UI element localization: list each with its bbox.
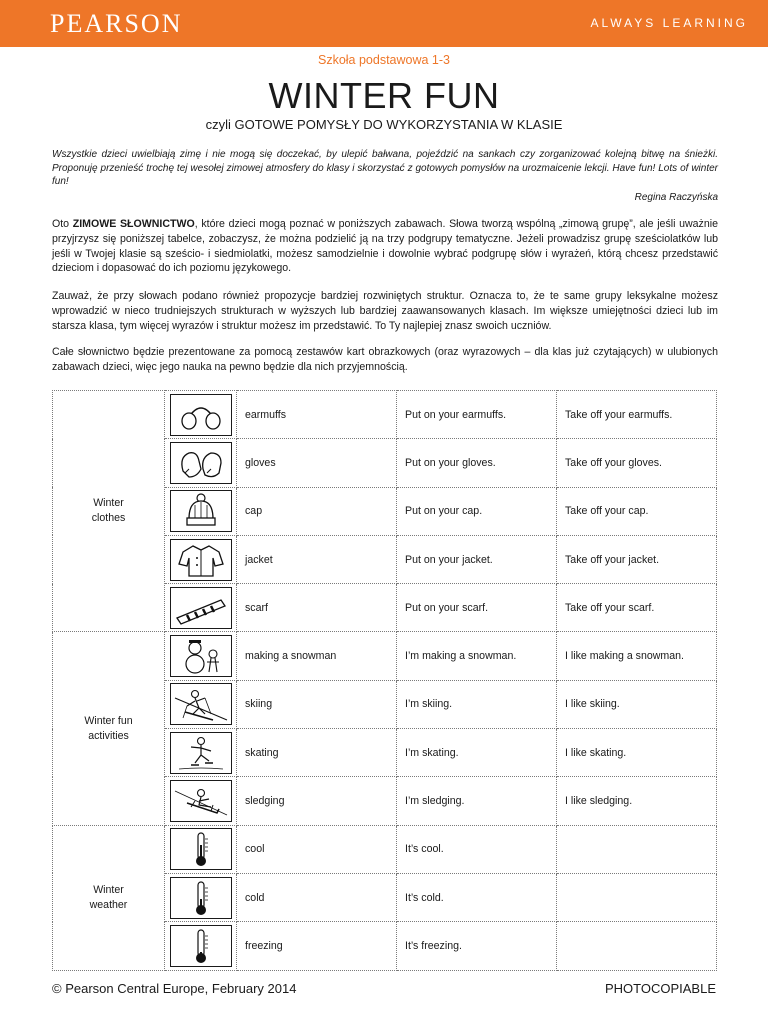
paragraph-vocabulary-start: Oto [52, 218, 73, 230]
phrase-cell: Put on your earmuffs. [397, 391, 557, 439]
table-row [53, 391, 717, 439]
category-cell [53, 632, 165, 825]
picture-cell [165, 729, 237, 777]
phrase-cell: It’s cold. [397, 873, 557, 921]
sledging-icon [170, 780, 232, 822]
jacket-icon [170, 539, 232, 581]
word-cell: earmuffs [237, 391, 397, 439]
paragraph-vocabulary-rest: , które dzieci mogą poznać w poniższych zabawach. Słowa tworzą wspólną „zimową grupę”, ale jeśli uważnie przyjrzysz się poniższej tabelce, zobaczysz, że można podzielić ją na trzy podgrupy tematyczne. Jeżeli prowadzisz grupę sześciolatków lub jeśli w Twojej klasie są sześcio- i siedmiolatki, możesz samodzielnie i dowolnie wybrać podgrupę słów i wyrażeń, którą chcesz przedstawić dzieciom i dopasować do ich poziomu językowego. [52, 218, 718, 275]
picture-cell [165, 922, 237, 970]
skiing-icon [170, 683, 232, 725]
footer-copyright: © Pearson Central Europe, February 2014 [52, 981, 297, 996]
gloves-icon [170, 442, 232, 484]
phrase-cell: Take off your earmuffs. [557, 391, 717, 439]
word-cell: freezing [237, 922, 397, 970]
picture-cell [165, 535, 237, 583]
phrase-cell [557, 922, 717, 970]
table-row [53, 632, 717, 680]
category-label: activities [88, 729, 129, 742]
category-label: Winter fun [84, 714, 133, 727]
picture-cell [165, 439, 237, 487]
phrase-cell: I like sledging. [557, 777, 717, 825]
picture-cell [165, 584, 237, 632]
paragraph-vocabulary [52, 217, 718, 276]
phrase-cell: I’m making a snowman. [397, 632, 557, 680]
vocabulary-table [52, 390, 717, 971]
category-label: Winter [93, 883, 124, 896]
phrase-cell: I like making a snowman. [557, 632, 717, 680]
word-cell: scarf [237, 584, 397, 632]
intro-text: Wszystkie dzieci uwielbiają zimę i nie mogą się doczekać, by ulepić bałwana, pojeździć na sankach czy zorganizować kolejną bitwę na śnieżki. Proponuję przenieść trochę tej wesołej zimowej atmosfery do klasy i skorzystać z gotowych pomysłów na urozmaicenie lekcji. Have fun! Lots of winter fun! [52, 149, 718, 187]
scarf-icon [170, 587, 232, 629]
phrase-cell: I’m sledging. [397, 777, 557, 825]
table-row [53, 825, 717, 873]
word-cell: gloves [237, 439, 397, 487]
picture-cell [165, 825, 237, 873]
category-cell [53, 391, 165, 632]
phrase-cell: Put on your cap. [397, 487, 557, 535]
word-cell: skating [237, 729, 397, 777]
phrase-cell: It’s cool. [397, 825, 557, 873]
page-title: WINTER FUN [268, 75, 500, 116]
phrase-cell: Put on your scarf. [397, 584, 557, 632]
footer-photocopiable: PHOTOCOPIABLE [604, 981, 716, 996]
picture-cell [165, 873, 237, 921]
phrase-cell: I’m skating. [397, 729, 557, 777]
phrase-cell: Take off your gloves. [557, 439, 717, 487]
phrase-cell: I’m skiing. [397, 680, 557, 728]
word-cell: cool [237, 825, 397, 873]
phrase-cell: Take off your jacket. [557, 535, 717, 583]
page-subheading: czyli GOTOWE POMYSŁY DO WYKORZYSTANIA W KLASIE [205, 117, 563, 132]
phrase-cell: Take off your cap. [557, 487, 717, 535]
thermometer-cold-icon [170, 877, 232, 919]
cap-icon [170, 490, 232, 532]
author-signature: Regina Raczyńska [634, 192, 718, 203]
word-cell: jacket [237, 535, 397, 583]
level-subtitle: Szkoła podstawowa 1-3 [317, 53, 451, 67]
picture-cell [165, 777, 237, 825]
phrase-cell: Put on your gloves. [397, 439, 557, 487]
phrase-cell: Put on your jacket. [397, 535, 557, 583]
phrase-cell: I like skiing. [557, 680, 717, 728]
word-cell: skiing [237, 680, 397, 728]
category-cell [53, 825, 165, 970]
category-label: weather [89, 898, 128, 911]
picture-cell [165, 680, 237, 728]
pearson-logo: PEARSON [50, 9, 183, 38]
paragraph-flashcards: Całe słownictwo będzie prezentowane za pomocą zestawów kart obrazkowych (oraz wyrazowych – dla klas już czytających) w ulubionych zabawach dzieci, więc jego nauka na pewno będzie dla nich przyjemnością. [52, 346, 718, 373]
skating-icon [170, 732, 232, 774]
earmuffs-icon [170, 394, 232, 436]
phrase-cell [557, 825, 717, 873]
picture-cell [165, 632, 237, 680]
category-label: Winter [93, 497, 124, 510]
phrase-cell: I like skating. [557, 729, 717, 777]
phrase-cell: Take off your scarf. [557, 584, 717, 632]
word-cell: making a snowman [237, 632, 397, 680]
word-cell: cap [237, 487, 397, 535]
phrase-cell: It’s freezing. [397, 922, 557, 970]
thermometer-freezing-icon [170, 925, 232, 967]
category-label: clothes [91, 512, 126, 525]
word-cell: sledging [237, 777, 397, 825]
picture-cell [165, 487, 237, 535]
header-bar [0, 0, 768, 47]
paragraph-vocabulary-highlight: ZIMOWE SŁOWNICTWO [72, 218, 195, 230]
phrase-cell [557, 873, 717, 921]
word-cell: cold [237, 873, 397, 921]
picture-cell [165, 391, 237, 439]
thermometer-cool-icon [170, 828, 232, 870]
snowman-icon [170, 635, 232, 677]
header-tagline: ALWAYS LEARNING [590, 16, 748, 30]
paragraph-structures: Zauważ, że przy słowach podano również propozycje bardziej rozwiniętych struktur. Oznacza to, że te same grupy leksykalne możesz wprowadzić w nieco trudniejszych strukturach w wyższych lub bardziej zaawansowanych klasach. Im większe umiejętności dzieci lub im starsza klasa, tym więcej wyrazów i struktur możesz im przedstawić. To Ty najlepiej znasz swoich uczniów. [52, 290, 718, 332]
